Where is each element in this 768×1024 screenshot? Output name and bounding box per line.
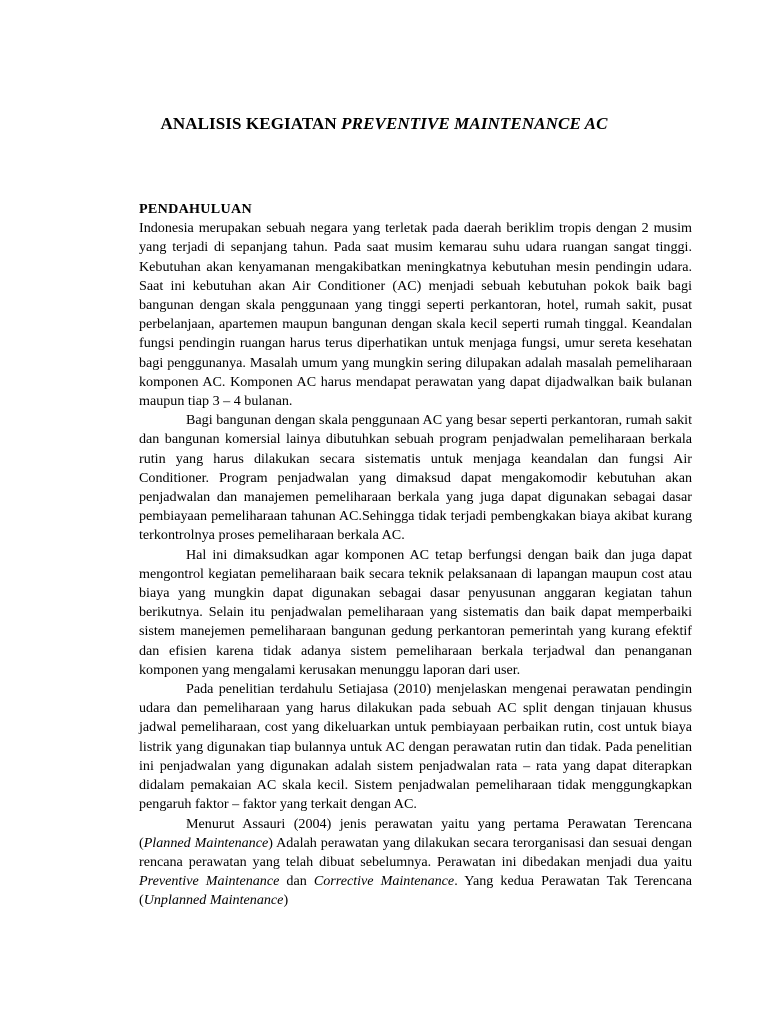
p5-text-2: ) Adalah perawatan yang dilakukan secara terorganisasi dan sesuai dengan rencana perawatan yang telah dibuat sebelumnya. Perawatan ini dibedakan menjadi dua yaitu <box>139 834 692 870</box>
title-italic: PREVENTIVE MAINTENANCE AC <box>341 114 608 133</box>
p5-italic-2: Preventive Maintenance <box>139 873 280 890</box>
p5-text-4: . Yang kedua Perawatan Tak Terencana ( <box>139 873 693 909</box>
p5-italic-3: Corrective Maintenance <box>313 873 455 890</box>
p5-italic-1: Planned Maintenance <box>143 834 269 851</box>
paragraph-3: Hal ini dimaksudkan agar komponen AC tetap berfungsi dengan baik dan juga dapat mengontrol kegiatan pemeliharaan baik secara teknik pelaksanaan di lapangan maupun cost atau biaya yang mungkin dapat digunakan sebagai dasar penyusunan anggaran kegiatan tahun berikutnya. Selain itu penjadwalan pemeliharaan yang sistematis dan baik dapat memperbaiki sistem manejemen pemeliharaan bangunan gedung perkantoran pemerintah yang kurang efektif dan efisien karena tidak adanya sistem pemeliharaan berkala terjadwal dan penanganan komponen yang mengalami kerusakan menunggu laporan dari user. <box>139 546 692 678</box>
document-body <box>139 200 692 911</box>
section-heading: PENDAHULUAN <box>139 201 252 217</box>
paragraph-2: Bagi bangunan dengan skala penggunaan AC yang besar seperti perkantoran, rumah sakit dan bangunan komersial lainya dibutuhkan sebuah program penjadwalan pemeliharaan berkala rutin yang harus dilakukan secara sistematis untuk menjaga keandalan dan fungsi Air Conditioner. Program penjadwalan yang dimaksud dapat mengakomodir kebutuhan akan penjadwalan dan manajemen pemeliharaan berkala yang juga dapat digunakan sebagai dasar pembiayaan pemeliharaan tahunan AC.Sehingga tidak terjadi pembengkakan biaya akibat kurang terkontrolnya proses pemeliharaan berkala AC. <box>139 412 692 544</box>
paragraph-5 <box>139 815 692 911</box>
document-title <box>0 114 768 134</box>
p5-text-5: ) <box>283 892 289 909</box>
paragraph-4: Pada penelitian terdahulu Setiajasa (2010) menjelaskan mengenai perawatan pendingin udara dan pemeliharaan yang harus dilakukan pada sebuah AC split dengan tinjauan khusus jadwal pemeliharaan, cost yang dikeluarkan untuk pembiayaan perbaikan rutin, cost untuk biaya listrik yang digunakan tiap bulannya untuk AC dengan perawatan rutin dan tidak. Pada penelitian ini penjadwalan yang digunakan adalah sistem penjadwalan rata – rata yang dapat diterapkan didalam pemakaian AC skala kecil. Sistem penjadwalan pemeliharaan tidak menggungkapkan pengaruh faktor – faktor yang terkait dengan AC. <box>139 681 692 813</box>
p5-text-3: dan <box>279 873 314 890</box>
p5-italic-4: Unplanned Maintenance <box>143 892 284 909</box>
paragraph-1: Indonesia merupakan sebuah negara yang terletak pada daerah beriklim tropis dengan 2 musim yang terjadi di sepanjang tahun. Pada saat musim kemarau suhu udara ruangan sangat tinggi. Kebutuhan akan kenyamanan mengakibatkan meningkatnya kebutuhan mesin pendingin udara. Saat ini kebutuhan akan Air Conditioner (AC) menjadi sebuah kebutuhan pokok baik bagi bangunan dengan skala penggunaan yang tinggi seperti perkantoran, hotel, rumah sakit, pusat perbelanjaan, apartemen maupun bangunan dengan skala kecil seperti rumah tinggal. Keandalan fungsi pendingin ruangan harus terus diperhatikan untuk menjaga fungsi, umur sereta kesehatan bagi penggunanya. Masalah umum yang mungkin sering dilupakan adalah masalah pemeliharaan komponen AC. Komponen AC harus mendapat perawatan yang dapat dijadwalkan baik bulanan maupun tiap 3 – 4 bulanan. <box>139 220 692 410</box>
title-prefix: ANALISIS KEGIATAN <box>160 114 342 133</box>
p5-text-1: Menurut Assauri (2004) jenis perawatan yaitu yang pertama Perawatan Terencana ( <box>139 815 692 851</box>
